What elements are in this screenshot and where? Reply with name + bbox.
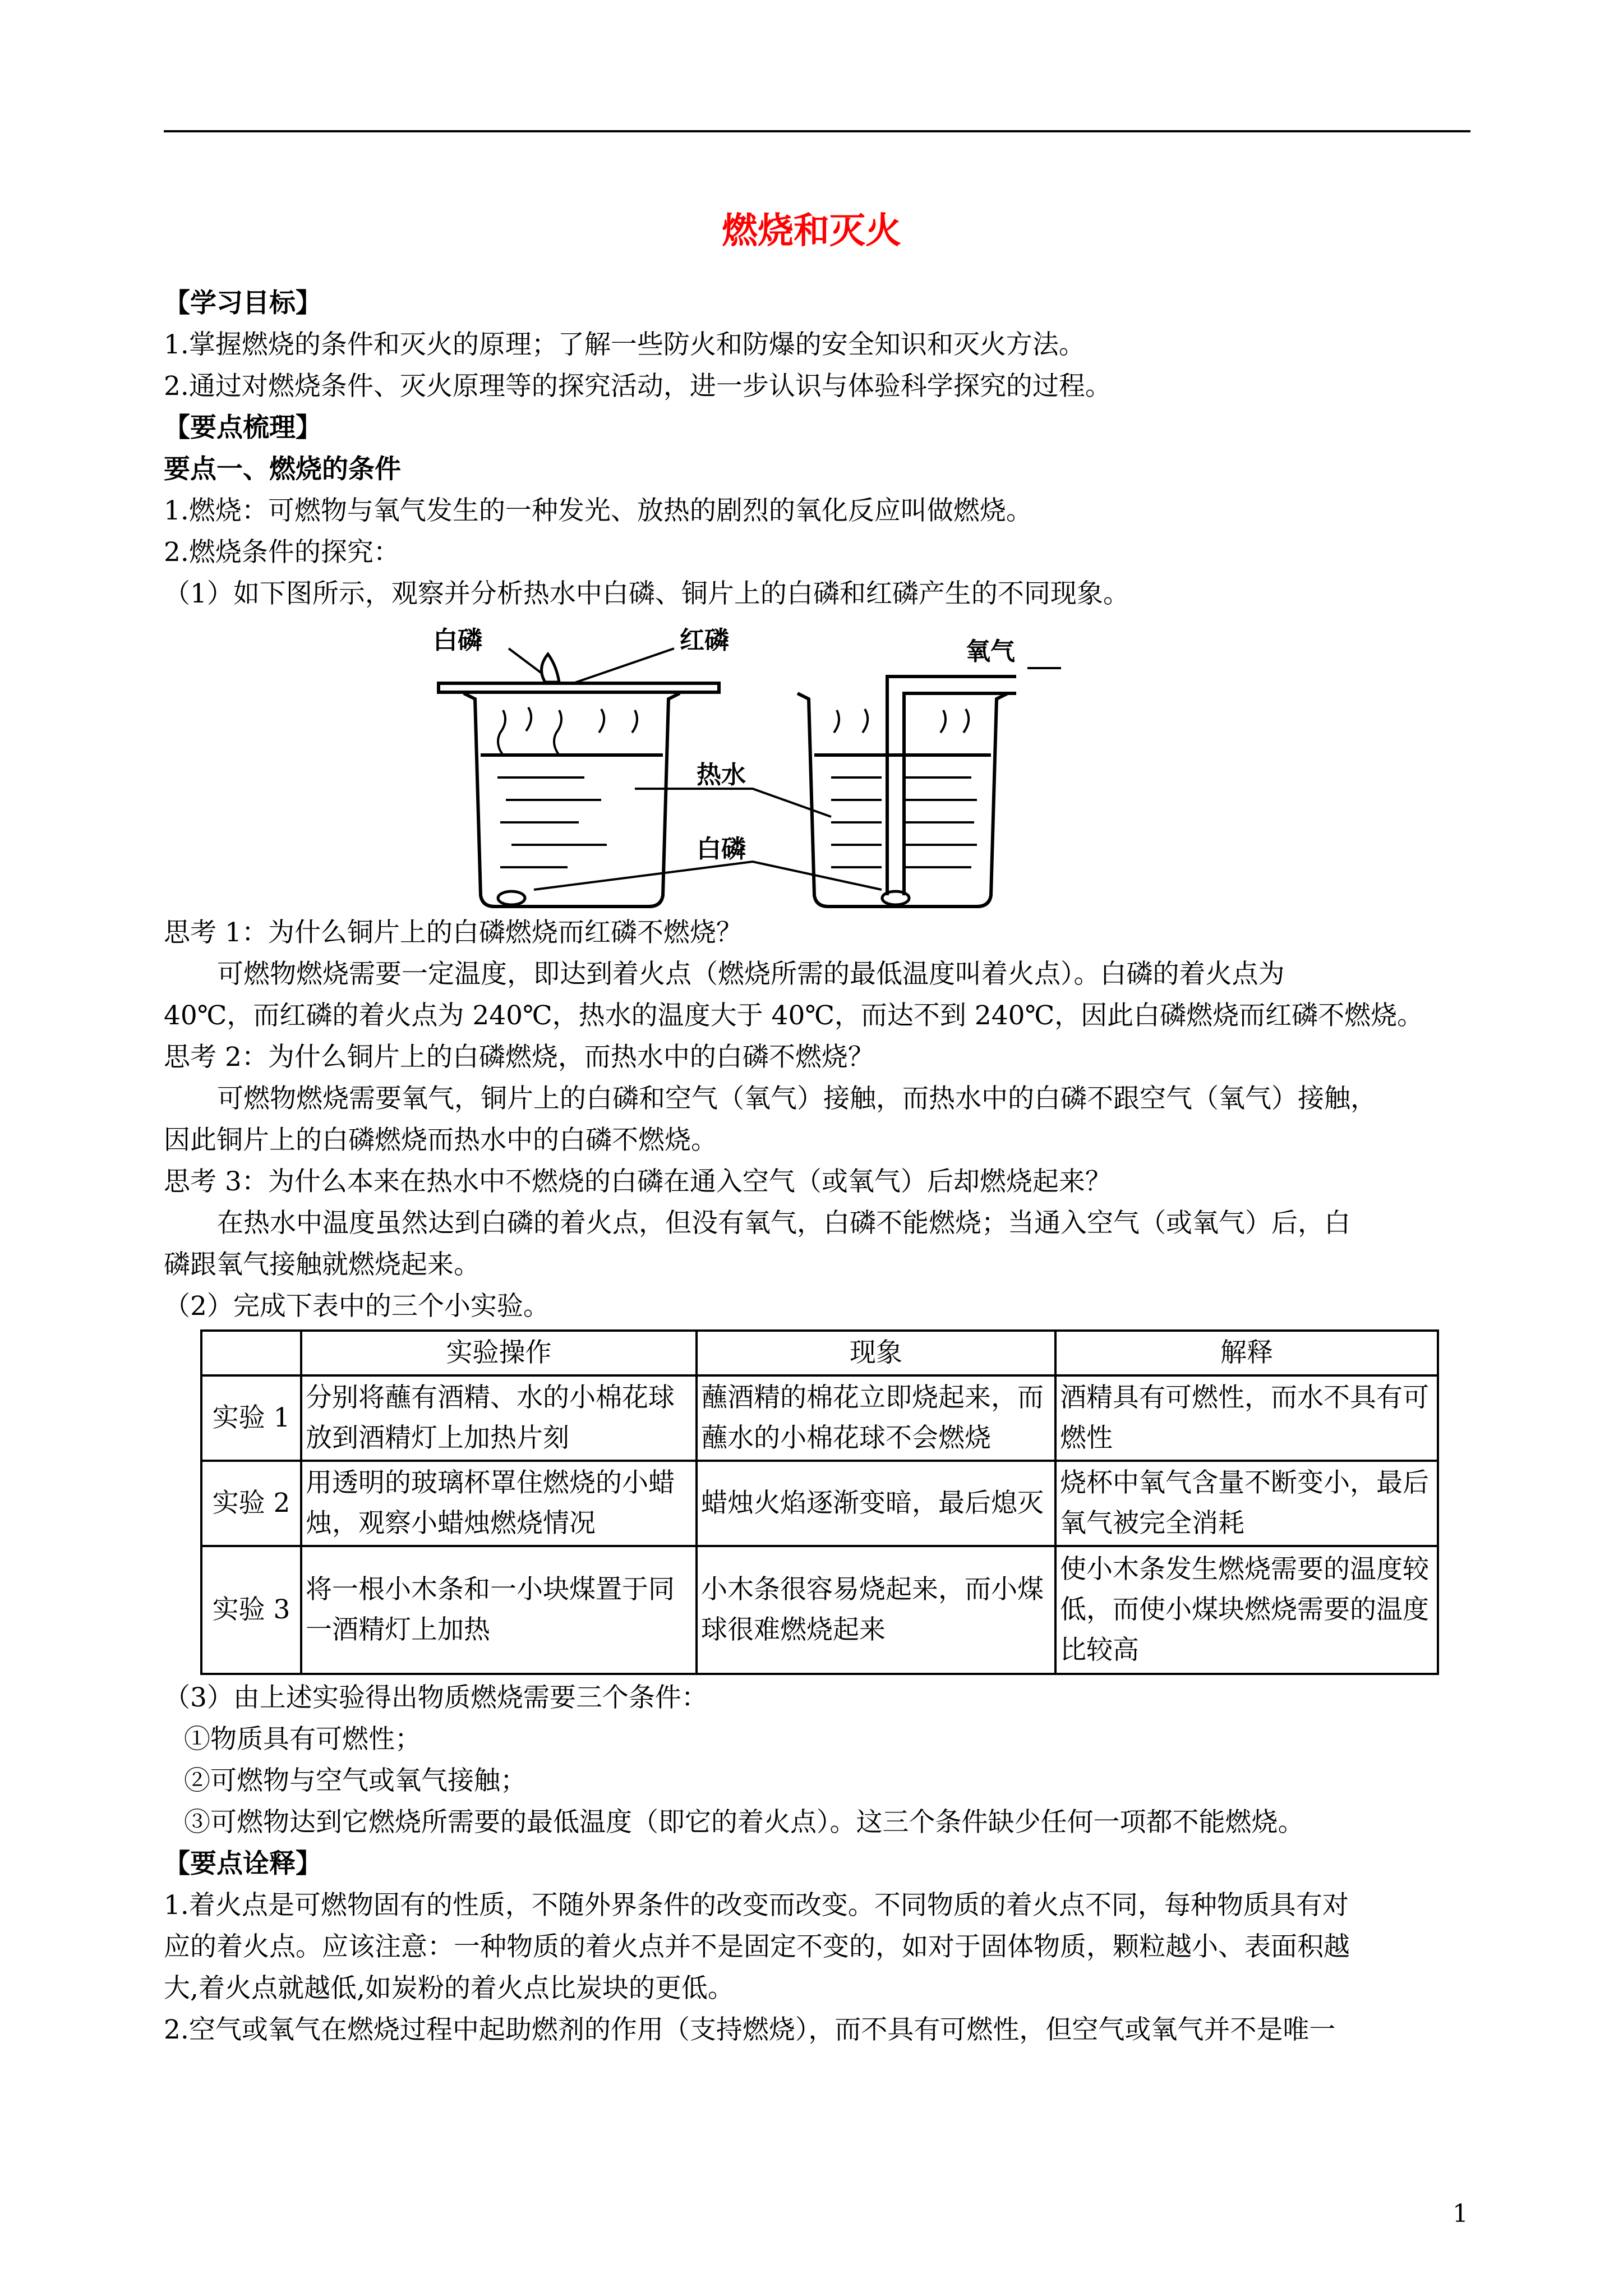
note2-line1: 2.空气或氧气在燃烧过程中起助燃剂的作用（支持燃烧），而不具有可燃性，但空气或氧气并不是唯一 [164, 2014, 1336, 2045]
page-number: 1 [1453, 2200, 1468, 2228]
think2-question: 思考 2：为什么铜片上的白磷燃烧，而热水中的白磷不燃烧？ [164, 1042, 874, 1073]
table-cell-phenomenon: 蘸酒精的棉花立即烧起来，而蘸水的小棉花球不会燃烧 [697, 1375, 1055, 1461]
definition-exploration: 2.燃烧条件的探究： [164, 537, 400, 568]
beaker-diagram [433, 615, 1027, 912]
label-red-phosphorus: 红磷 [680, 626, 729, 655]
table-header: 解释 [1055, 1331, 1438, 1375]
think3-question: 思考 3：为什么本来在热水中不燃烧的白磷在通入空气（或氧气）后却燃烧起来？ [164, 1166, 1112, 1197]
label-white-phosphorus-top: 白磷 [433, 626, 482, 655]
think3-answer-line2: 磷跟氧气接触就燃烧起来。 [164, 1249, 480, 1280]
notes-heading: 【要点诠释】 [164, 1848, 322, 1879]
table-header: 实验操作 [301, 1331, 697, 1375]
point1-heading: 要点一、燃烧的条件 [164, 454, 401, 485]
objective-1: 1.掌握燃烧的条件和灭火的原理；了解一些防火和防爆的安全知识和灭火方法。 [164, 329, 1085, 360]
table-cell-explanation: 使小木条发生燃烧需要的温度较低，而使小煤块燃烧需要的温度比较高 [1055, 1546, 1438, 1674]
experiment-figure [164, 615, 1470, 912]
condition-2: ②可燃物与空气或氧气接触； [184, 1765, 527, 1796]
table-row-label: 实验 2 [201, 1461, 301, 1546]
think1-question: 思考 1：为什么铜片上的白磷燃烧而红磷不燃烧？ [164, 917, 743, 948]
table-cell-explanation: 烧杯中氧气含量不断变小，最后氧气被完全消耗 [1055, 1461, 1438, 1546]
step-3: （3）由上述实验得出物质燃烧需要三个条件： [164, 1682, 708, 1713]
header-rule [164, 130, 1470, 132]
note1-line2: 应的着火点。应该注意：一种物质的着火点并不是固定不变的，如对于固体物质，颗粒越小、表面积越 [164, 1931, 1350, 1962]
table-header: 现象 [697, 1331, 1055, 1375]
experiment-table [200, 1329, 1439, 1675]
table-cell-phenomenon: 小木条很容易烧起来，而小煤球很难燃烧起来 [697, 1546, 1055, 1674]
table-cell-phenomenon: 蜡烛火焰逐渐变暗，最后熄灭 [697, 1461, 1055, 1546]
condition-1: ①物质具有可燃性； [184, 1724, 421, 1755]
table-cell-operation: 将一根小木条和一小块煤置于同一酒精灯上加热 [301, 1546, 697, 1674]
condition-3: ③可燃物达到它燃烧所需要的最低温度（即它的着火点）。这三个条件缺少任何一项都不能燃烧。 [184, 1807, 1304, 1838]
table-cell-operation: 用透明的玻璃杯罩住燃烧的小蜡烛，观察小蜡烛燃烧情况 [301, 1461, 697, 1546]
table-header-row [201, 1331, 1438, 1375]
table-row [201, 1461, 1438, 1546]
step-2: （2）完成下表中的三个小实验。 [164, 1291, 550, 1322]
table-row [201, 1546, 1438, 1674]
think2-answer-line1: 可燃物燃烧需要氧气，铜片上的白磷和空气（氧气）接触，而热水中的白磷不跟空气（氧气）接触， [217, 1083, 1377, 1114]
label-white-phosphorus-bottom: 白磷 [697, 835, 746, 863]
table-cell-operation: 分别将蘸有酒精、水的小棉花球放到酒精灯上加热片刻 [301, 1375, 697, 1461]
note1-line3: 大,着火点就越低,如炭粉的着火点比炭块的更低。 [164, 1973, 734, 2004]
think1-answer-line1: 可燃物燃烧需要一定温度，即达到着火点（燃烧所需的最低温度叫着火点）。白磷的着火点为 [217, 959, 1285, 990]
table-row-label: 实验 1 [201, 1375, 301, 1461]
table-header-empty [201, 1331, 301, 1375]
label-oxygen: 氧气 [966, 637, 1015, 666]
document-body [164, 283, 1470, 2051]
step-1: （1）如下图所示，观察并分析热水中白磷、铜片上的白磷和红磷产生的不同现象。 [164, 578, 1129, 609]
label-hot-water: 热水 [697, 761, 746, 789]
table-cell-explanation: 酒精具有可燃性，而水不具有可燃性 [1055, 1375, 1438, 1461]
note1-line1: 1.着火点是可燃物固有的性质，不随外界条件的改变而改变。不同物质的着火点不同，每种物质具有对 [164, 1890, 1349, 1921]
think3-answer-line1: 在热水中温度虽然达到白磷的着火点，但没有氧气，白磷不能燃烧；当通入空气（或氧气）后，白 [217, 1208, 1350, 1239]
definition-combustion: 1.燃烧：可燃物与氧气发生的一种发光、放热的剧烈的氧化反应叫做燃烧。 [164, 495, 1032, 526]
page-title: 燃烧和灭火 [722, 210, 901, 252]
points-heading: 【要点梳理】 [164, 412, 322, 443]
table-row-label: 实验 3 [201, 1546, 301, 1674]
table-row [201, 1375, 1438, 1461]
objectives-heading: 【学习目标】 [164, 288, 322, 319]
objective-2: 2.通过对燃烧条件、灭火原理等的探究活动，进一步认识与体验科学探究的过程。 [164, 371, 1112, 402]
think1-answer-line2: 40℃，而红磷的着火点为 240℃，热水的温度大于 40℃，而达不到 240℃，因此白磷燃烧而红磷不燃烧。 [164, 1000, 1424, 1031]
think2-answer-line2: 因此铜片上的白磷燃烧而热水中的白磷不燃烧。 [164, 1125, 717, 1156]
